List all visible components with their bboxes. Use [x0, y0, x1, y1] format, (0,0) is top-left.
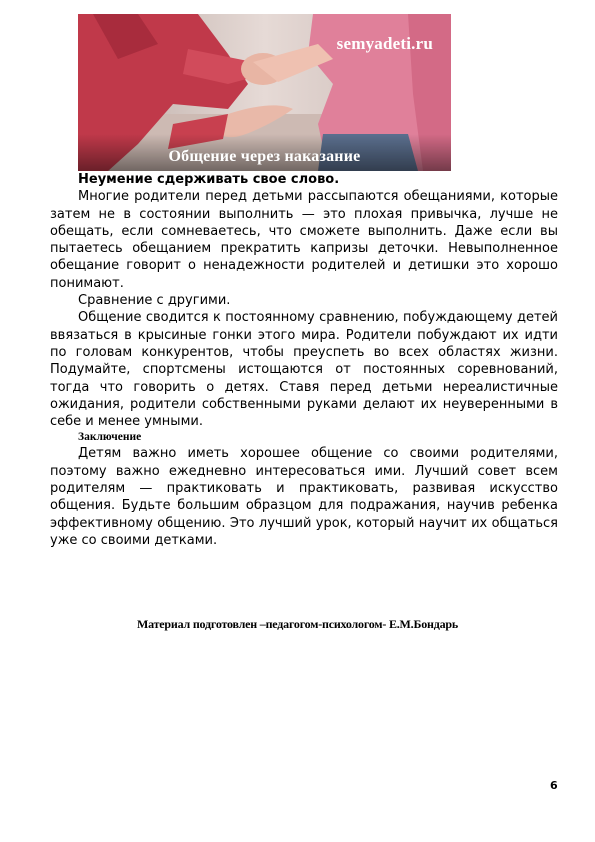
image-caption: Общение через наказание: [168, 148, 361, 165]
paragraph-comparison-title: Сравнение с другими.: [78, 293, 231, 309]
conclusion-heading: Заключение: [78, 431, 142, 444]
article-body: [50, 171, 558, 549]
page-number: 6: [550, 779, 558, 792]
author-credit: Материал подготовлен –педагогом-психологом- Е.М.Бондарь: [136, 617, 459, 631]
article-photo: [78, 14, 451, 171]
watermark-text: semyadeti.ru: [336, 34, 433, 53]
paragraph-conclusion: Детям важно иметь хорошее общение со своими родителями, поэтому важно ежедневно интересоваться ими. Лучший совет всем родителям — практиковать и практиковать, развивая искусство общения. Будьте большим образцом для подражания, научив ребенка эффективному общению. Это лучший урок, который научит их общаться уже со своими детками.: [50, 446, 558, 548]
paragraph-promises: Многие родители перед детьми рассыпаются обещаниями, которые затем не в состоянии выполнить — это плохая привычка, лучше не обещать, если сомневаетесь, что сможете выполнить. Даже если вы пытаетесь обещанием прекратить капризы деточки. Невыполненное обещание говорит о ненадежности родителей и детишки это хорошо понимают.: [50, 189, 558, 291]
paragraph-comparison: Общение сводится к постоянному сравнению, побуждающему детей ввязаться в крысиные гонки этого мира. Родители побуждают их идти по головам конкурентов, чтобы преуспеть во всех областях жизни. Подумайте, спортсмены истощаются от постоянных соревнований, тогда что говорить о детях. Ставя перед детьми нереалистичные ожидания, родители собственными руками делают их неуверенными в себе и менее умными.: [50, 310, 558, 430]
section-heading: Неумение сдерживать свое слово.: [78, 172, 340, 187]
